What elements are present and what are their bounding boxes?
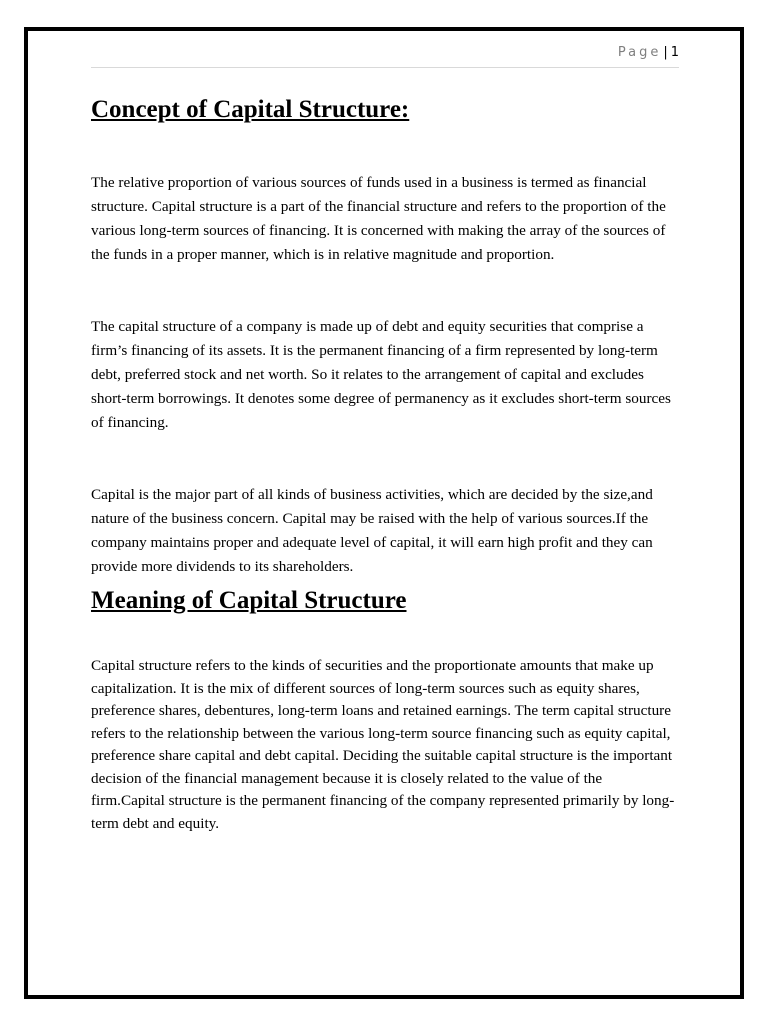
paragraph: The capital structure of a company is made up of debt and equity securities that comprise a firm’s financing of its assets. It is the permanent financing of a firm represented by long-term debt, preferred stock and net worth. So it relates to the arrangement of capital and excludes short-term borrowings. It denotes some degree of permanency as it excludes short-term sources of financing. [91,318,671,431]
page-header [91,45,679,68]
document-body [91,93,679,835]
paragraph: The relative proportion of various sources of funds used in a business is termed as financial structure. Capital structure is a part of the financial structure and refers to the proportion of the various long-term sources of financing. It is concerned with making the array of the sources of the funds in a proper manner, which is in relative magnitude and proportion. [91,174,666,263]
section-heading-concept: Concept of Capital Structure: [91,96,410,123]
section-heading-meaning: Meaning of Capital Structure [91,587,407,614]
page-separator: | [663,45,668,60]
paragraph: Capital is the major part of all kinds of business activities, which are decided by the size,and nature of the business concern. Capital may be raised with the help of various sources.If the company maintains proper and adequate level of capital, it will earn high profit and they can provide more dividends to its shareholders. [91,486,653,575]
page-number: 1 [670,45,679,60]
paragraph: Capital structure refers to the kinds of securities and the proportionate amounts that make up capitalization. It is the mix of different sources of long-term sources such as equity shares, preference shares, debentures, long-term loans and retained earnings. The term capital structure refers to the relationship between the various long-term source financing such as equity capital, preference share capital and debt capital. Deciding the suitable capital structure is the important decision of the financial management because it is closely related to the value of the firm.Capital structure is the permanent financing of the company represented primarily by long-term debt and equity. [91,657,675,832]
page-label: Page [617,45,662,60]
document-page [24,27,744,999]
